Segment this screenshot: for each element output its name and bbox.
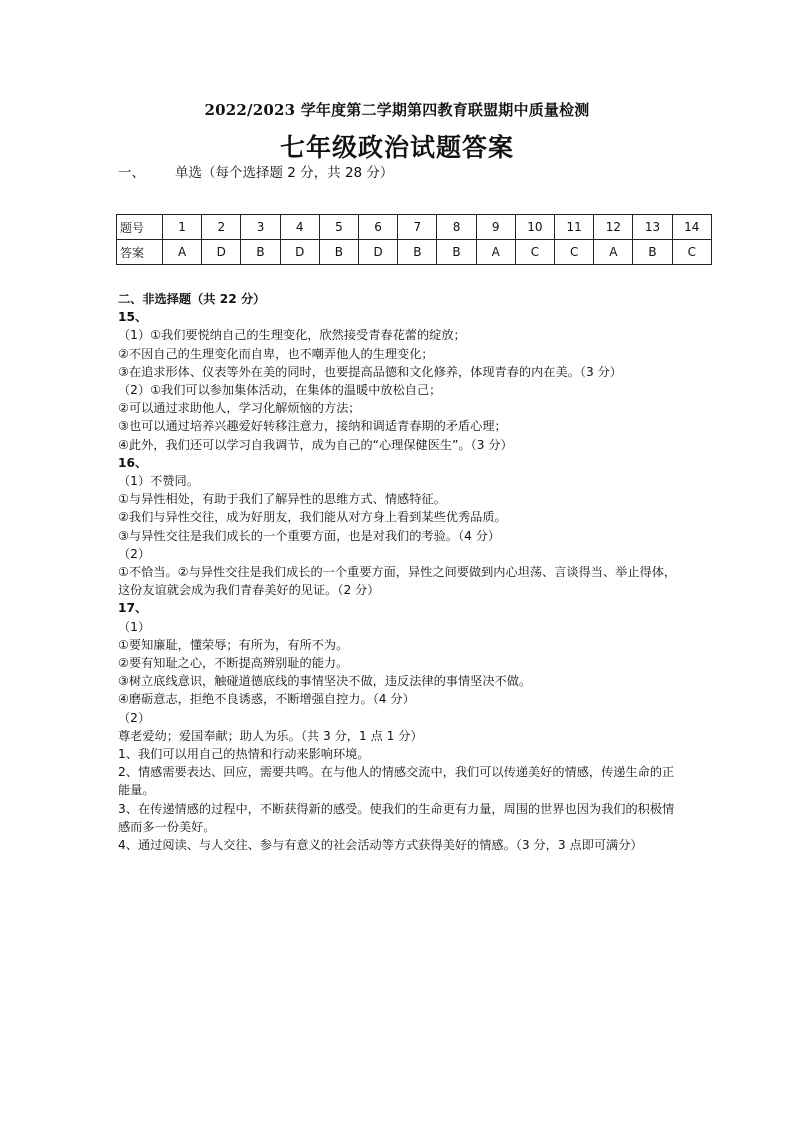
answer-cell: B: [437, 240, 476, 265]
question-number-row: [117, 215, 712, 240]
question-number: 2: [202, 215, 241, 240]
section-2: [118, 290, 684, 854]
question-number: 10: [515, 215, 554, 240]
answer-cell: B: [319, 240, 358, 265]
question-number: 7: [398, 215, 437, 240]
question-number: 5: [319, 215, 358, 240]
answer-cell: A: [476, 240, 515, 265]
answer-cell: A: [594, 240, 633, 265]
answer-table: [116, 214, 712, 265]
answer-cell: C: [672, 240, 711, 265]
answer-line: ③与异性交往是我们成长的一个重要方面，也是对我们的考验。（4 分）: [118, 528, 501, 543]
question-number: 3: [241, 215, 280, 240]
answer-line: 4、通过阅读、与人交往、参与有意义的社会活动等方式获得美好的情感。（3 分，3 点即可满分）: [118, 838, 643, 853]
answer-line: ③树立底线意识，触碰道德底线的事情坚决不做，违反法律的事情坚决不做。: [118, 674, 532, 689]
answer-line: 1、我们可以用自己的热情和行动来影响环境。: [118, 747, 370, 762]
question-number-label: 16、: [118, 455, 148, 470]
answer-line: ②要有知耻之心，不断提高辨别耻的能力。: [118, 656, 349, 671]
section-1-number: 一、: [118, 165, 145, 181]
question-number-label: 15、: [118, 310, 148, 325]
answer-cell: C: [515, 240, 554, 265]
question-number: 14: [672, 215, 711, 240]
answer-line: ①不恰当。②与异性交往是我们成长的一个重要方面，异性之间要做到内心坦荡、言谈得当、举止得体，这份友谊就会成为我们青春美好的见证。（2 分）: [118, 565, 677, 598]
question-number: 6: [359, 215, 398, 240]
answer-line: ①与异性相处，有助于我们了解异性的思维方式、情感特征。: [118, 492, 446, 507]
question-number: 13: [633, 215, 672, 240]
question-number: 1: [163, 215, 202, 240]
answer-line: 3、在传递情感的过程中，不断获得新的感受。使我们的生命更有力量，周围的世界也因为我们的积极情感而多一份美好。: [118, 801, 675, 834]
answer-line: （2）①我们可以参加集体活动，在集体的温暖中放松自己；: [118, 383, 442, 398]
answer-cell: D: [202, 240, 241, 265]
answer-line: ③在追求形体、仪表等外在美的同时，也要提高品德和文化修养，体现青春的内在美。（3 分）: [118, 364, 622, 379]
answer-cell: A: [163, 240, 202, 265]
answer-lines: [118, 308, 684, 854]
answer-cell: D: [359, 240, 398, 265]
section-1-heading: [118, 161, 393, 181]
answer-line: ③也可以通过培养兴趣爱好转移注意力，接纳和调适青春期的矛盾心理；: [118, 419, 507, 434]
question-number-label: 17、: [118, 601, 148, 616]
answer-line: ④磨砺意志，拒绝不良诱惑，不断增强自控力。（4 分）: [118, 692, 415, 707]
answer-row: [117, 240, 712, 265]
answer-line: （1）不赞同。: [118, 474, 199, 489]
answer-line: （1）①我们要悦纳自己的生理变化，欣然接受青春花蕾的绽放；: [118, 328, 466, 343]
answer-cell: B: [398, 240, 437, 265]
answer-line: 2、情感需要表达、回应，需要共鸣。在与他人的情感交流中，我们可以传递美好的情感，传递生命的正能量。: [118, 765, 675, 798]
answer-line: ②不因自己的生理变化而自卑，也不嘲弄他人的生理变化；: [118, 346, 434, 361]
exam-subtitle: 2022/2023 学年度第二学期第四教育联盟期中质量检测: [204, 101, 590, 119]
answer-line: ②可以通过求助他人，学习化解烦恼的方法；: [118, 401, 361, 416]
answer-cell: C: [555, 240, 594, 265]
page-title: 七年级政治试题答案: [279, 133, 514, 162]
answer-cell: D: [280, 240, 319, 265]
answer-line: （1）: [118, 619, 151, 634]
answer-line: （2）: [118, 710, 151, 725]
answer-line: ②我们与异性交往，成为好朋友，我们能从对方身上看到某些优秀品质。: [118, 510, 507, 525]
question-number: 8: [437, 215, 476, 240]
answer-line: （2）: [118, 546, 151, 561]
answer-cell: B: [633, 240, 672, 265]
question-number: 11: [555, 215, 594, 240]
section-1-label: 单选（每个选择题 2 分，共 28 分）: [175, 165, 394, 181]
question-number: 9: [476, 215, 515, 240]
section-2-heading: 二、非选择题（共 22 分）: [118, 292, 266, 306]
answer-cell: B: [241, 240, 280, 265]
answer-line: 尊老爱幼；爱国奉献；助人为乐。（共 3 分，1 点 1 分）: [118, 728, 423, 743]
question-number: 12: [594, 215, 633, 240]
answer-header: 答案: [117, 240, 163, 265]
question-number-header: 题号: [117, 215, 163, 240]
answer-line: ①要知廉耻，懂荣辱；有所为，有所不为。: [118, 637, 349, 652]
answer-line: ④此外，我们还可以学习自我调节，成为自己的“心理保健医生”。（3 分）: [118, 437, 513, 452]
question-number: 4: [280, 215, 319, 240]
